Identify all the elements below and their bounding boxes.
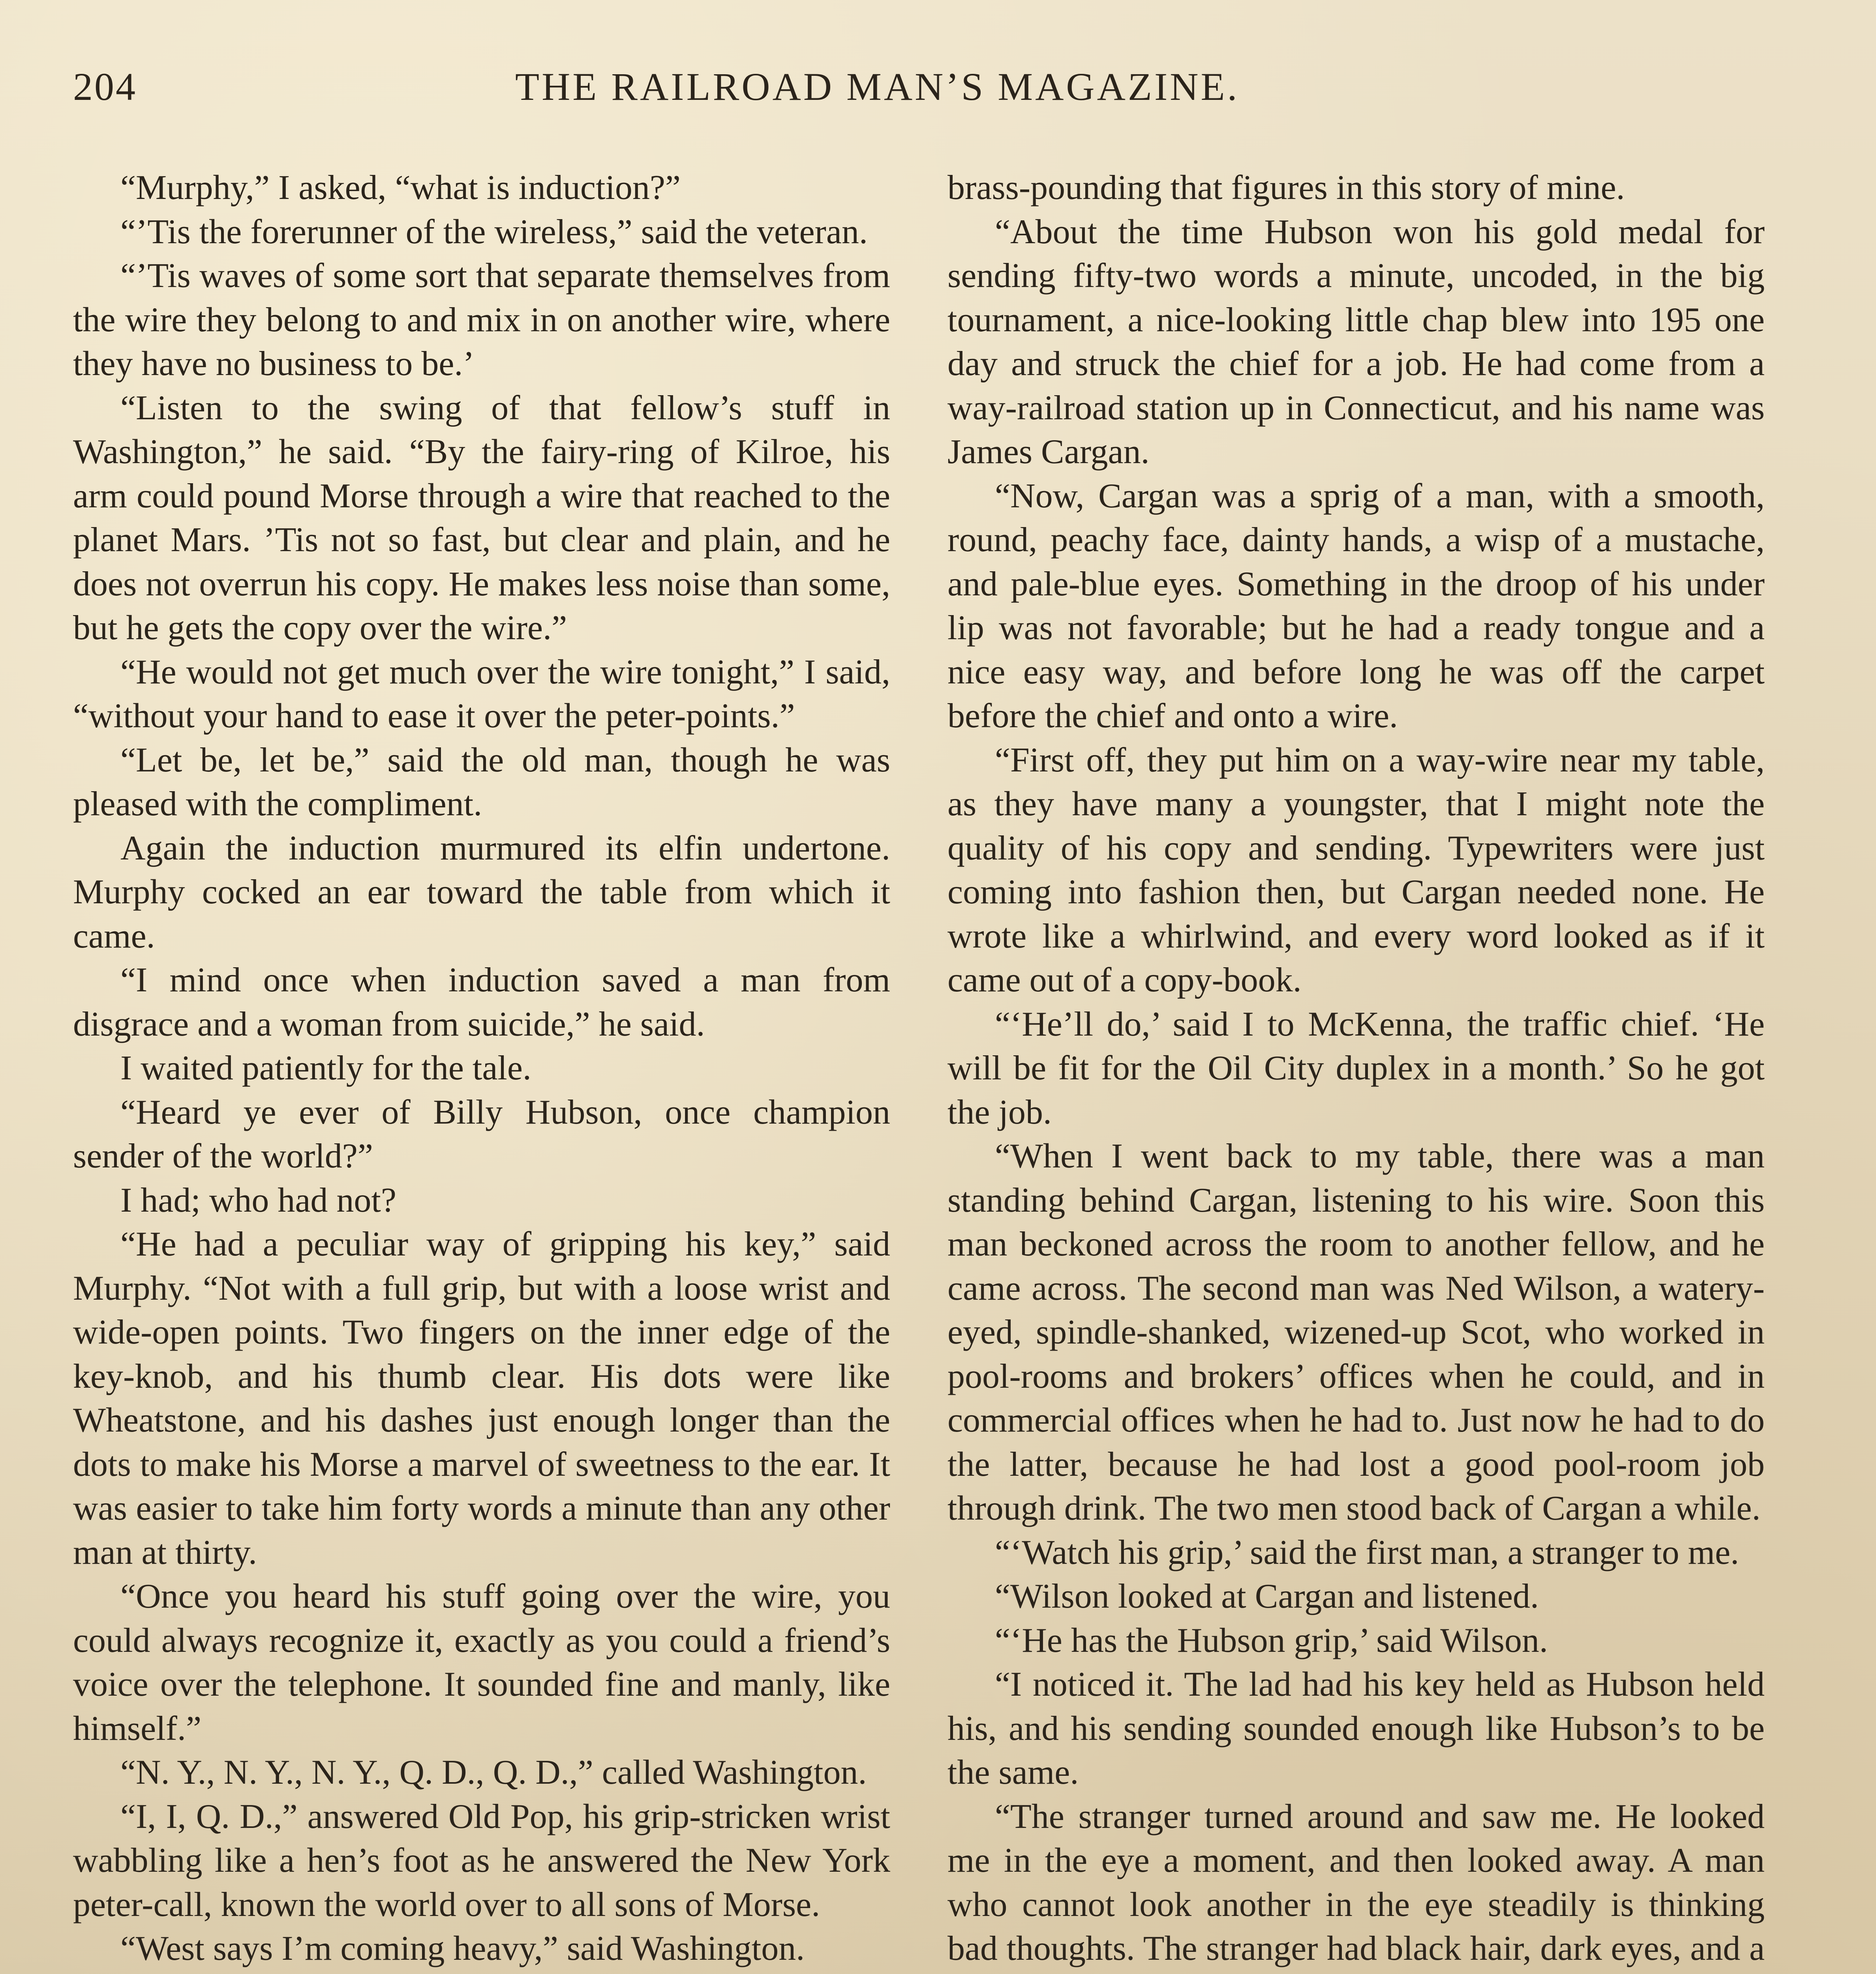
left-column (73, 166, 890, 1974)
paragraph: “‘He’ll do,’ said I to McKenna, the traffic chief. ‘He will be fit for the Oil City duplex in a month.’ So he got the job. (947, 1005, 1765, 1131)
paragraph-continued: brass-pounding that figures in this story of mine. (947, 169, 1625, 207)
paragraph: “Once you heard his stuff going over the wire, you could always recognize it, exactly as you could a friend’s voice over the telephone. It sounded fine and manly, like himself.” (73, 1577, 890, 1748)
paragraph: Again the induction murmured its elfin undertone. Murphy cocked an ear toward the table from which it came. (73, 829, 890, 955)
paragraph: “He had a peculiar way of gripping his key,” said Murphy. “Not with a full grip, but with a loose wrist and wide-open points. Two fingers on the inner edge of the key-knob, and his thumb clear. His dots were like Wheatstone, and his dashes just enough longer than the dots to make his Morse a marvel of sweetness to the ear. It was easier to take him forty words a minute than any other man at thirty. (73, 1225, 890, 1572)
running-head (73, 59, 1781, 114)
paragraph: “I mind once when induction saved a man from disgrace and a woman from suicide,” he said. (73, 961, 890, 1043)
paragraph: “Wilson looked at Cargan and listened. (995, 1577, 1539, 1616)
page-number: 204 (73, 65, 137, 109)
paragraph: “First off, they put him on a way-wire near my table, as they have many a youngster, that I might note the quality of his copy and sending. Typewriters were just coming into fashion then, but Cargan needed none. He wrote like a whirlwind, and every word looked as if it came out of a copy-book. (947, 741, 1765, 999)
paragraph: “Now, Cargan was a sprig of a man, with a smooth, round, peachy face, dainty hands, a wisp of a mustache, and pale-blue eyes. Something in the droop of his under lip was not favorable; but he had a ready tongue and a nice easy way, and before long he was off the carpet before the chief and onto a wire. (947, 477, 1765, 735)
magazine-title: THE RAILROAD MAN’S MAGAZINE. (515, 65, 1240, 109)
paragraph: “N. Y., N. Y., N. Y., Q. D., Q. D.,” called Washington. (120, 1753, 867, 1792)
paragraph: “I, I, Q. D.,” answered Old Pop, his grip-stricken wrist wabbling like a hen’s foot as he answered the New York peter-call, known the world over to all sons of Morse. (73, 1797, 890, 1924)
paragraph: “He would not get much over the wire tonight,” I said, “without your hand to ease it over the peter-points.” (73, 653, 890, 735)
paragraph: “About the time Hubson won his gold medal for sending fifty-two words a minute, uncoded, in the big tournament, a nice-looking little chap blew into 195 one day and struck the chief for a job. He had come from a way-railroad station up in Connecticut, and his name was James Cargan. (947, 212, 1765, 471)
paragraph: “Let be, let be,” said the old man, though he was pleased with the compliment. (73, 741, 890, 823)
paragraph: “‘Watch his grip,’ said the first man, a stranger to me. (995, 1533, 1739, 1572)
paragraph: “I noticed it. The lad had his key held as Hubson held his, and his sending sounded enough like Hubson’s to be the same. (947, 1665, 1765, 1792)
paragraph (73, 1971, 890, 1974)
paragraph: “Listen to the swing of that fellow’s stuff in Washington,” he said. “By the fairy-ring of Kilroe, his arm could pound Morse through a wire that reached to the planet Mars. ’Tis not so fast, but clear and plain, and he does not overrun his copy. He makes less noise than some, but he gets the copy over the wire.” (73, 388, 890, 647)
paragraph: “’Tis the forerunner of the wireless,” said the veteran. (120, 212, 868, 251)
paragraph: “’Tis waves of some sort that separate themselves from the wire they belong to and mix in on another wire, where they have no business to be.’ (73, 257, 890, 383)
paragraph: “The stranger turned around and saw me. He looked me in the eye a moment, and then looked away. A man who cannot look another in the eye steadily is thinking bad thoughts. The stranger had black hair, dark eyes, and a (947, 1797, 1765, 1968)
paragraph: I had; who had not? (120, 1181, 396, 1220)
paragraph: “‘He has the Hubson grip,’ said Wilson. (995, 1621, 1548, 1660)
paragraph: “Murphy,” I asked, “what is induction?” (120, 169, 681, 207)
paragraph: I waited patiently for the tale. (120, 1049, 531, 1087)
paragraph: “Heard ye ever of Billy Hubson, once champion sender of the world?” (73, 1093, 890, 1175)
paragraph: “West says I’m coming heavy,” said Washington. (120, 1929, 805, 1968)
paragraph: “When I went back to my table, there was a man standing behind Cargan, listening to his wire. Soon this man beckoned across the room to another fellow, and he came across. The second man was Ned Wilson, a watery-eyed, spindle-shanked, wizened-up Scot, who worked in pool-rooms and brokers’ offices when he could, and in commercial offices when he had to. Just now he had to do the latter, because he had lost a good pool-room job through drink. The two men stood back of Cargan a while. (947, 1137, 1765, 1527)
right-column (947, 166, 1765, 1974)
